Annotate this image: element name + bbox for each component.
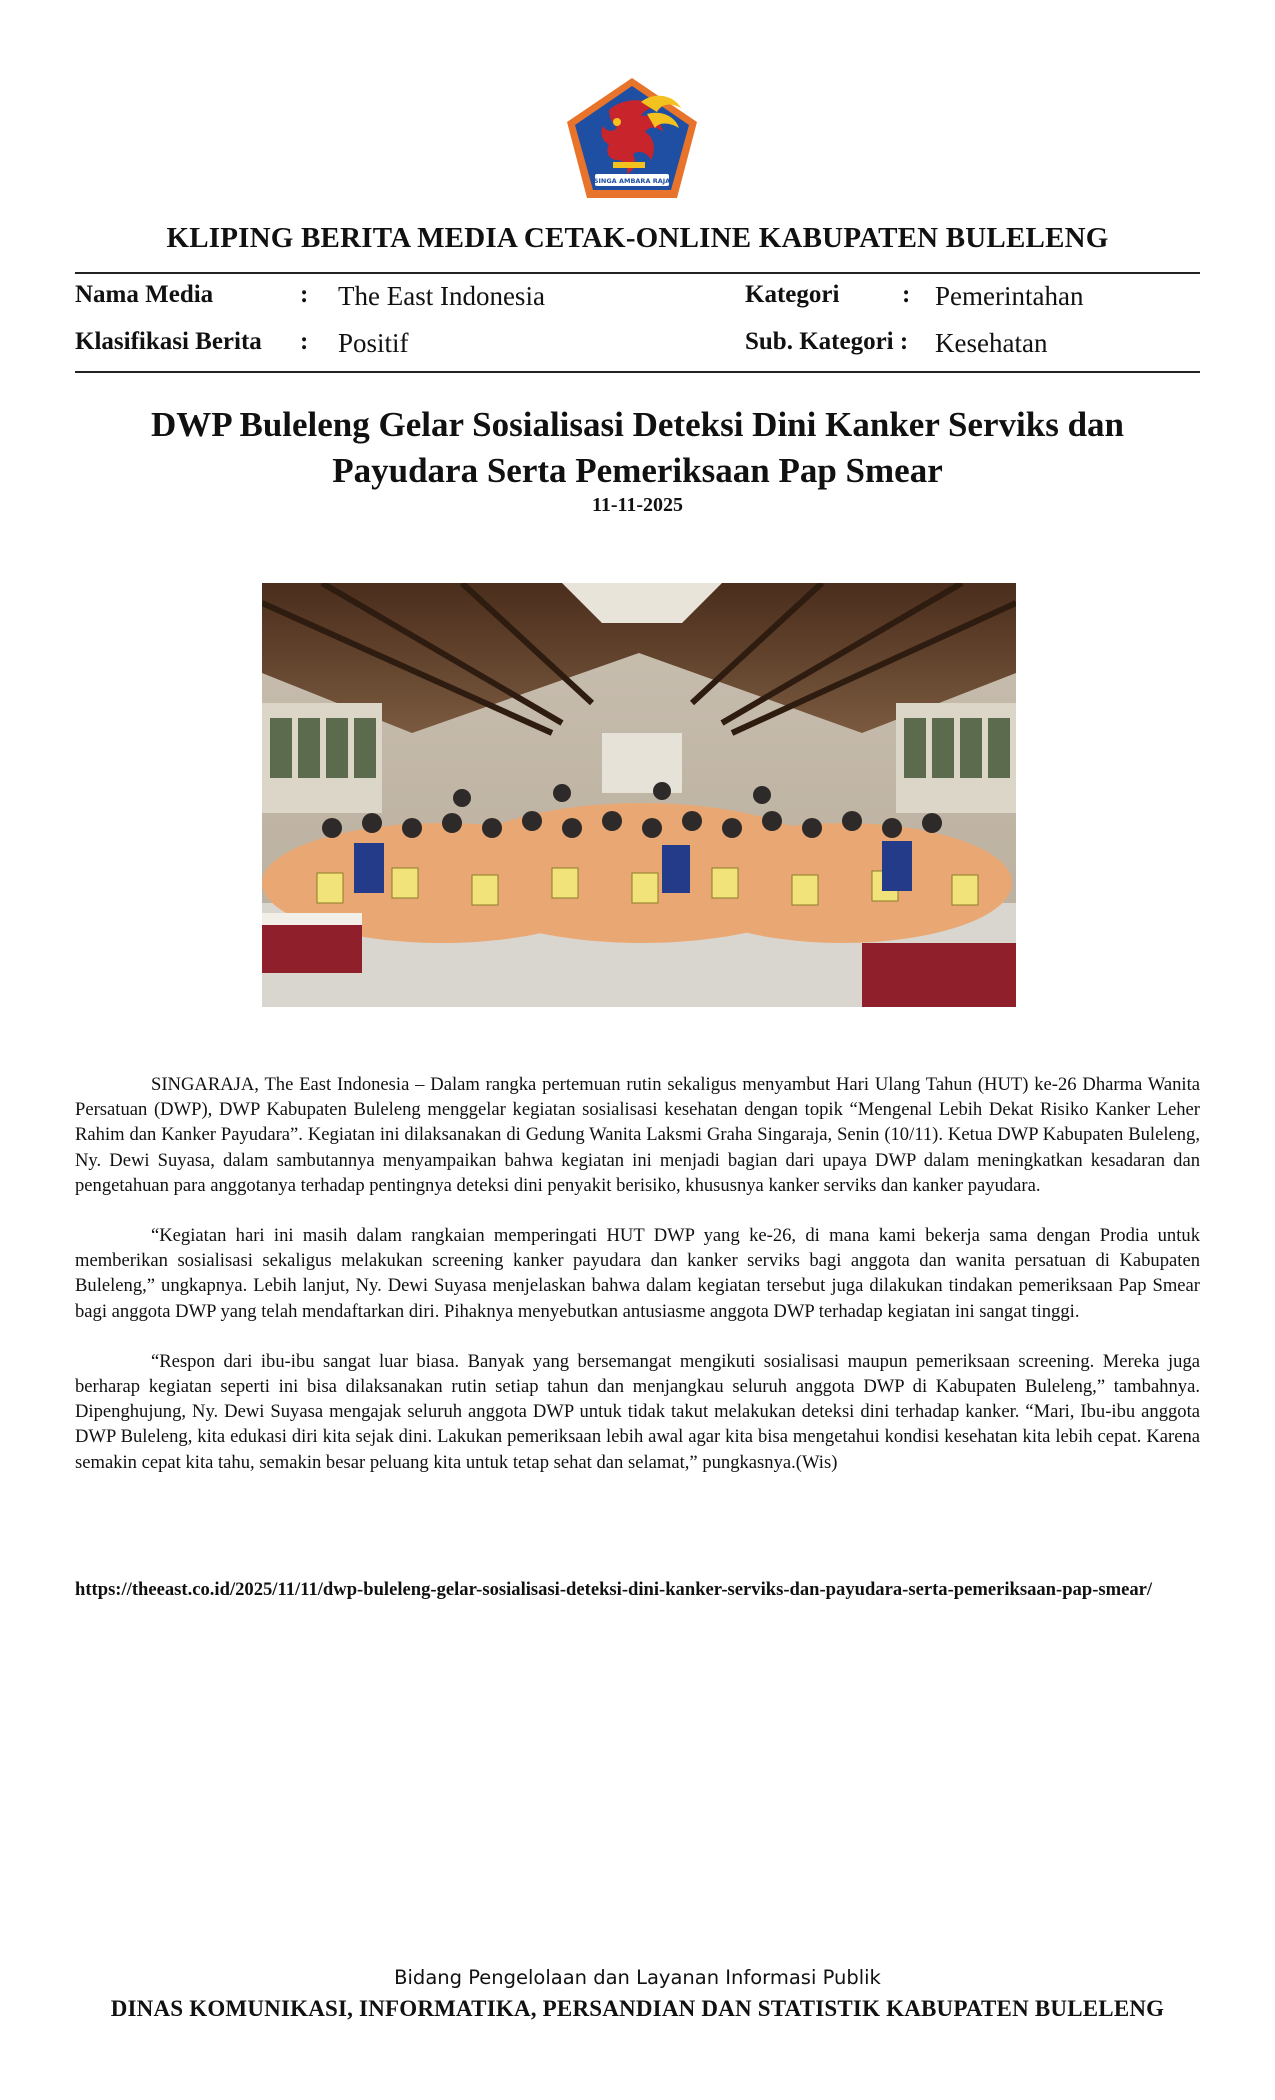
article-paragraph-3: “Respon dari ibu-ibu sangat luar biasa. Banyak yang bersemangat mengikuti sosialisasi maupun pemeriksaan screening. Mereka juga berharap kegiatan seperti ini bisa dilaksanakan rutin setiap tahun dan menjangkau seluruh anggota DWP di Kabupaten Buleleng,” tambahnya. Dipenghujung, Ny. Dewi Suyasa mengajak seluruh anggota DWP untuk tidak takut melakukan deteksi dini terhadap kanker. “Mari, Ibu-ibu anggota DWP Buleleng, kita edukasi diri kita sejak dini. Lakukan pemeriksaan lebih awal agar kita bisa mengetahui kondisi kesehatan kita lebih cepat. Karena semakin cepat kita tahu, semakin besar peluang kita untuk tetap sehat dan selamat,” pungkasnya.(Wis): [75, 1350, 1200, 1473]
sub-kategori-label: Sub. Kategori :: [745, 328, 909, 355]
group-photo-image: [262, 583, 1016, 1007]
headline-line-2: Payudara Serta Pemeriksaan Pap Smear: [332, 451, 943, 490]
article-headline: [75, 402, 1200, 494]
nama-media-separator: :: [300, 281, 309, 308]
footer-agency: DINAS KOMUNIKASI, INFORMATIKA, PERSANDIAN DAN STATISTIK KABUPATEN BULELENG: [110, 1996, 1165, 2021]
article-date: 11-11-2025: [591, 494, 684, 516]
sub-kategori-value: Kesehatan: [935, 328, 1048, 358]
article-body: [75, 1072, 1200, 1500]
nama-media-label: Nama Media: [75, 281, 214, 308]
klasifikasi-value: Positif: [338, 328, 409, 358]
header-divider-top: [75, 272, 1200, 274]
nama-media-value: The East Indonesia: [338, 281, 545, 311]
footer-department: Bidang Pengelolaan dan Layanan Informasi Publik: [394, 1966, 881, 1989]
source-link[interactable]: https://theeast.co.id/2025/11/11/dwp-buleleng-gelar-sosialisasi-deteksi-dini-kanker-serviks-dan-payudara-serta-pemeriksaan-pap-smear/: [75, 1579, 1153, 1600]
klasifikasi-label: Klasifikasi Berita: [75, 328, 262, 355]
kategori-label: Kategori: [745, 281, 840, 308]
kategori-separator: :: [902, 281, 911, 308]
singa-ambara-raja-crest-icon: [565, 76, 699, 200]
crest-motto: SINGA AMBARA RAJA: [593, 177, 671, 185]
kategori-value: Pemerintahan: [935, 281, 1084, 311]
header-divider-bottom: [75, 371, 1200, 373]
article-paragraph-2: “Kegiatan hari ini masih dalam rangkaian memperingati HUT DWP yang ke-26, di mana kami bekerja sama dengan Prodia untuk memberikan sosialisasi sekaligus melakukan screening kanker payudara dan kanker serviks bagi anggota dan wanita persatuan di Kabupaten Buleleng,” ungkapnya. Lebih lanjut, Ny. Dewi Suyasa menjelaskan bahwa dalam kegiatan tersebut juga dilakukan tindakan pemeriksaan Pap Smear bagi anggota DWP yang telah mendaftarkan diri. Pihaknya menyebutkan antusiasme anggota DWP terhadap kegiatan ini sangat tinggi.: [75, 1225, 1200, 1322]
document-title: KLIPING BERITA MEDIA CETAK-ONLINE KABUPATEN BULELENG: [166, 222, 1109, 254]
article-paragraph-1: SINGARAJA, The East Indonesia – Dalam rangka pertemuan rutin sekaligus menyambut Hari Ulang Tahun (HUT) ke-26 Dharma Wanita Persatuan (DWP), DWP Kabupaten Buleleng menggelar kegiatan sosialisasi kesehatan dengan topik “Mengenal Lebih Dekat Risiko Kanker Leher Rahim dan Kanker Payudara”. Kegiatan ini dilaksanakan di Gedung Wanita Laksmi Graha Singaraja, Senin (10/11). Ketua DWP Kabupaten Buleleng, Ny. Dewi Suyasa, dalam sambutannya menyampaikan bahwa kegiatan ini menjadi bagian dari upaya DWP dalam meningkatkan kesadaran dan pengetahuan para anggotanya terhadap pentingnya deteksi dini penyakit berisiko, khususnya kanker serviks dan kanker payudara.: [75, 1074, 1200, 1196]
headline-line-1: DWP Buleleng Gelar Sosialisasi Deteksi Dini Kanker Serviks dan: [151, 405, 1124, 444]
klasifikasi-separator: :: [300, 328, 309, 355]
